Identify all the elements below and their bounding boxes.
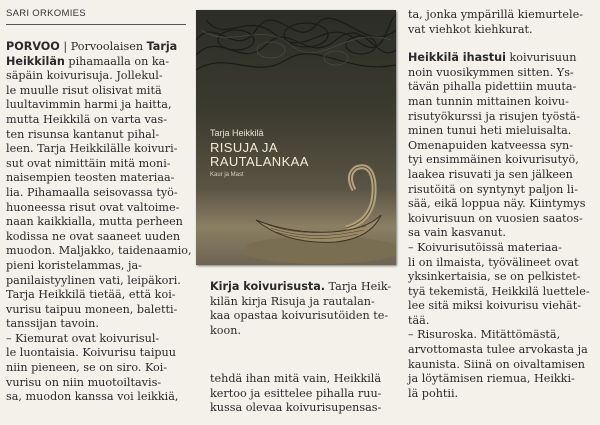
text-line: yksinkertaisia, se on pelkistet- [408, 270, 581, 284]
text-line: Heikkilä ihastui koivurisuun [408, 51, 577, 65]
article-column-2 [210, 372, 402, 416]
text-line: PORVOO | Porvoolaisen Tarja [6, 40, 178, 53]
text-line: li on ilmaista, työvälineet ovat [408, 255, 579, 269]
text-line: kaa opastaa koivurisutöiden te- [210, 309, 389, 323]
text-line: naisempien teosten materiaa- [6, 171, 175, 185]
text-line: ten risunsa kantanut pihal- [6, 127, 160, 141]
text-line: vurisu on niin muotoiltavis- [6, 375, 162, 389]
text-line: naan kaikkialla, mutta perheen [6, 215, 183, 229]
text-line: – Kiemurat ovat koivurisul- [6, 331, 160, 345]
text-line: niin pieneen, se on siro. Koi- [6, 361, 168, 375]
text-line: lä pohtii. [408, 386, 459, 400]
text-line: tehdä ihan mitä vain, Heikkilä [210, 372, 382, 385]
text-line: le muulle risut olisivat mitä [6, 83, 162, 97]
text-line: panilaistyylinen vati, leipäkori. [6, 273, 181, 287]
text-line: koon. [210, 323, 242, 337]
text-line: säpäin koivurisuja. Jollekul- [6, 69, 163, 83]
text-line: lee sitä miksi koivurisu viehät- [408, 299, 581, 313]
text-line: luultavimmin harmi ja haitta, [6, 98, 172, 112]
text-line: ja löytämisen riemua, Heikki- [408, 372, 575, 386]
text-line: risutöitä on syntynyt paljon li- [408, 182, 578, 196]
text-line: kodissa ne ovat saaneet uuden [6, 229, 181, 243]
text-line: tyi ensimmäinen koivurisutyö, [408, 153, 579, 167]
book-author: Tarja Heikkilä [210, 128, 264, 138]
text-line: – Risuroska. Mitättömästä, [408, 328, 561, 342]
text-line: kaunista. Siinä on oivaltamisen [408, 357, 586, 371]
text-line: pieni koristelammas, ja- [6, 258, 142, 272]
text-line: laakea risuvati ja sen jälkeen [408, 167, 573, 181]
text-line: sää, eikä loppua näy. Kiintymys [408, 197, 586, 211]
text-line: sa, muodon kanssa voi leikkiä, [6, 390, 179, 404]
text-line: sa vain kasvanut. [408, 226, 506, 240]
text-line: tää. [408, 313, 430, 327]
text-line: muodon. Maljakko, taidenaamio, [6, 244, 192, 258]
byline: SARI ORKOMIES [6, 8, 86, 19]
birch-twig-sculpture-graphic [246, 150, 396, 265]
article-column-3 [408, 8, 598, 401]
text-line: mutta Heikkilä on varta vas- [6, 112, 167, 126]
text-line: tävän pihalla pidettiin muuta- [408, 80, 577, 94]
text-line: tyä tekemistä, Heikkilä luettele- [408, 284, 590, 298]
text-line: sut ovat nimittäin mitä moni- [6, 156, 171, 170]
byline-rule [6, 24, 186, 25]
text-line: risutyökurssi ja risujen työstä- [408, 109, 581, 123]
paragraph-gap [408, 37, 598, 51]
book-title: RISUJA JA RAUTALANKAA [210, 140, 309, 169]
text-line: le luontaisia. Koivurisu taipuu [6, 346, 176, 360]
text-line: kertoo ja esittelee pihalla ruu- [210, 386, 382, 400]
text-line: vurisu taipuu moneen, baletti- [6, 302, 178, 316]
text-line: leen. Tarja Heikkilälle koivuri- [6, 142, 178, 156]
book-publisher: Kaur ja Mast [210, 172, 244, 178]
text-line: kilän kirja Risuja ja rautalan- [210, 294, 375, 308]
text-line: Heikkilän pihamaalla on ka- [6, 54, 170, 68]
text-line: ta, jonka ympärillä kiemurtele- [408, 8, 583, 21]
text-line: arvottomasta tulee arvokasta ja [408, 343, 588, 357]
wire-tangle-graphic [196, 10, 396, 80]
photo-caption [210, 280, 402, 338]
text-line: – Koivurisutöissä materiaa- [408, 240, 562, 254]
text-line: koivurisuun on vuosien saatos- [408, 211, 583, 225]
text-line: vat viehkot kiehkurat. [408, 22, 533, 36]
text-line: noin vuosikymmen sitten. Ys- [408, 65, 574, 79]
book-cover-photo [196, 10, 396, 265]
text-line: lia. Pihamaalla seisovassa työ- [6, 185, 178, 199]
text-line: huoneessa risut ovat valtoime- [6, 200, 180, 214]
text-line: Kirja koivurisusta. Tarja Heik- [210, 280, 392, 293]
text-line: kussa olevaa koivurisupensas- [210, 401, 382, 415]
text-line: Omenapuiden katveessa syn- [408, 138, 574, 152]
text-line: tanssijan tavoin. [6, 317, 99, 331]
text-line: Tarja Heikkilä tietää, että koi- [6, 288, 176, 302]
text-line: minen tunui heti mieluisalta. [408, 124, 572, 138]
article-column-1 [6, 40, 196, 405]
text-line: man tunnin mittainen koivu- [408, 94, 569, 108]
